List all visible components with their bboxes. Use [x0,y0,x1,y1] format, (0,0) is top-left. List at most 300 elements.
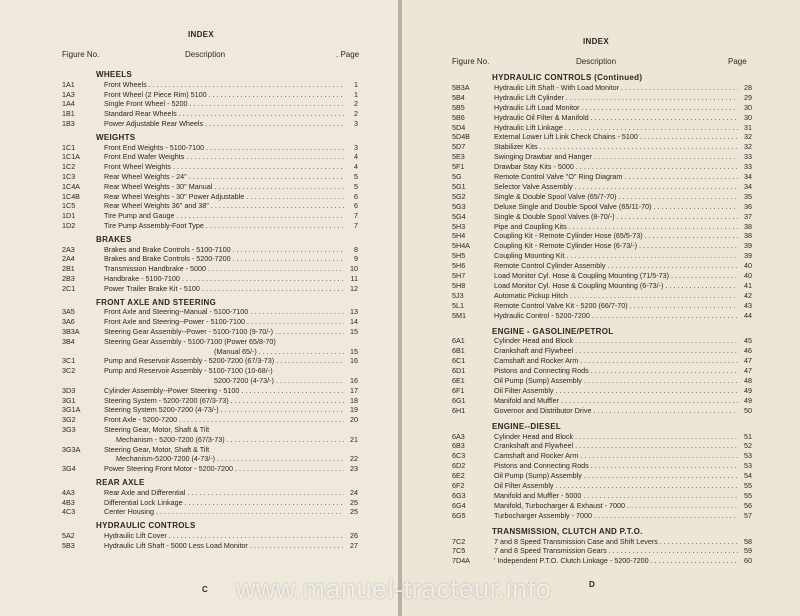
page-number: 30 [744,112,752,122]
index-row [62,143,358,153]
index-row [62,274,358,284]
index-row [452,461,752,471]
right-index-page [402,0,800,616]
entry-description: Front Axle and Steering--Manual - 5100-7100 . . . [104,307,344,317]
figure-number: 6H1 [452,405,466,415]
entry-description: Camshaft and Rocker Arm . . . [494,451,738,461]
page-number: 6 [354,191,358,201]
index-row [452,132,752,142]
figure-number: 6D2 [452,461,466,471]
entry-description: Pistons and Connecting Rods . . . [494,461,738,471]
index-row [452,556,752,566]
index-row [62,376,358,386]
figure-number: 6E1 [452,376,465,385]
index-row [452,396,752,406]
index-row [452,162,752,172]
index-row [62,80,358,90]
figure-number: 6B3 [452,441,465,451]
entry-description: Oil Filter Assembly . . . [494,481,738,491]
section-heading: WHEELS [96,70,133,79]
page-number: 55 [744,481,752,490]
entry-description: Hydraulic Lift Load Monitor . . . [494,103,738,113]
index-row [452,251,752,261]
index-row [452,271,752,281]
entry-description: Center Housing . . . [104,507,344,517]
index-row [452,546,752,556]
entry-description: Coupling Kit - Remote Cylinder Hose (6-73/-) . . . [494,241,738,251]
entry-description: Cylinder Head and Block . . . [494,336,738,346]
figure-number: 1A4 [62,99,75,109]
index-row [452,432,752,442]
entry-description: Stabilizer Kits . . . [494,142,738,152]
entry-description: Brakes and Brake Controls - 5200-7200 . . . [104,254,344,264]
page-number: 29 [744,92,752,102]
index-row [62,366,358,376]
entry-description: Steering Gear, Motor, Shaft & Tilt [104,444,210,454]
page-number: 40 [744,261,752,271]
figure-number: 5H3 [452,221,466,231]
entry-description: Mechanism-5200-7200 (4-73/-) . . . [104,454,344,464]
index-row [452,511,752,521]
index-row [62,90,358,100]
index-row [452,103,752,113]
figure-number: 3A6 [62,317,75,327]
page-number: 56 [744,500,752,510]
page-number: 18 [350,395,358,405]
index-row [62,498,358,508]
index-row [452,441,752,451]
figure-number: 5E3 [452,152,465,162]
page-number: 35 [744,191,752,201]
index-row [452,113,752,123]
figure-number: 1C4B [62,191,80,201]
page-number: 52 [744,441,752,451]
page-number: 5 [354,181,358,191]
entry-description: Steering Gear Assembly - 5100-7100 (Power 65/8-70) [104,336,276,346]
figure-number: 5B5 [452,102,465,112]
index-row [452,491,752,501]
page-number: 3 [354,119,358,128]
page-number [344,366,358,376]
index-row [452,281,752,291]
figure-number: 5G [452,172,462,181]
figure-number: 5B6 [452,112,465,122]
figure-number: 2B1 [62,264,75,274]
entry-description: Hydraulic Lift Shaft - With Load Monitor . . . [494,83,738,93]
page-number: 39 [744,241,752,251]
page-number: 28 [744,82,752,92]
index-row [452,142,752,152]
entry-description: Load Monitor Cyl. Hose & Coupling Mounting (6-73/-) . . . [494,281,738,291]
entry-description: (Manual 65/-) . . . [104,347,344,357]
entry-description: Coupling Kit - Remote Cylinder Hose (65/5-73) . . . [494,231,738,241]
page-number: 8 [354,244,358,254]
figure-number: 4B3 [62,497,75,507]
entry-description: Differential Lock Linkage . . . [104,498,344,508]
column-header-page: . Page [336,50,360,59]
entry-description: Hydraulic Lift Cylinder . . . [494,93,738,103]
page-number: 47 [744,356,752,366]
entry-description: Standard Rear Wheels . . . [104,109,344,119]
entry-description: Front Axle and Steering--Power - 5100-7100 . . . [104,317,344,327]
index-row [62,337,358,347]
entry-description: External Lower Lift Link Check Chains - 5100 . . . [494,132,738,142]
entry-description: Hydraulic Control - 5200-7200 . . . [494,311,738,321]
index-row [62,245,358,255]
figure-number: 3C2 [62,366,76,376]
page-number: 46 [744,346,752,356]
figure-number: 5G3 [452,201,466,211]
index-row [452,261,752,271]
index-row [62,445,358,455]
entry-description: Front End Wafer Weights . . . [104,152,344,162]
figure-number: 6B1 [452,346,465,356]
index-row [452,291,752,301]
page-number: 7 [354,211,358,221]
figure-number: 6G3 [452,490,466,500]
figure-number: 1B3 [62,119,75,128]
index-row [452,202,752,212]
index-row [62,152,358,162]
entry-description: 7 and 8 Speed Transmission Case and Shift Levers . . . [494,537,738,547]
page-number: 44 [744,310,752,320]
figure-number: 5J3 [452,290,464,300]
entry-description: Rear Wheel Weights - 30" Manual . . . [104,182,344,192]
page-number: 13 [350,307,358,317]
figure-number: 5D7 [452,142,466,152]
page-number: 48 [744,376,752,385]
index-row [62,356,358,366]
figure-number [62,347,104,357]
index-row [62,386,358,396]
index-row [62,347,358,357]
entry-description: Manifold and Muffler . . . [494,396,738,406]
entry-description: Deluxe Single and Double Spool Valve (65/11-70) . . . [494,202,738,212]
page-number: 30 [744,102,752,112]
index-row [62,284,358,294]
page-number: 33 [744,162,752,172]
entry-description: Pump and Reservoir Assembly - 5100-7100 (10-68/-) [104,366,273,376]
figure-number: 3G2 [62,415,76,425]
page-number: 25 [350,497,358,507]
index-row [452,241,752,251]
figure-number: 5L1 [452,300,464,310]
entry-description: Rear Wheel Weights - 30" Power Adjustable . . . [104,192,344,202]
figure-number: 1C2 [62,162,76,172]
page-number: 16 [350,376,358,385]
column-header-figure: Figure No. [452,57,490,66]
figure-number: 6F1 [452,385,465,395]
figure-number: 4A3 [62,487,75,497]
page-number: 38 [744,221,752,231]
entry-description: Hydraulic Oil Filter & Manifold . . . [494,113,738,123]
index-row [452,192,752,202]
entry-description: Front End Weights - 5100-7100 . . . [104,143,344,153]
index-row [452,93,752,103]
figure-number: 6C1 [452,356,466,366]
index-row [62,454,358,464]
index-row [452,481,752,491]
index-row [452,501,752,511]
column-header-page: Page [728,57,747,66]
page-number: 31 [744,122,752,132]
figure-number: 7C2 [452,536,466,546]
section-heading: BRAKES [96,234,132,244]
page-number: 47 [744,366,752,376]
figure-number: 5D4B [452,132,470,142]
page-number: 7 [354,221,358,230]
figure-number: 3G4 [62,464,76,474]
index-row [452,537,752,547]
page-number: 49 [744,385,752,395]
page-number [344,445,358,455]
index-row [62,415,358,425]
entry-description: 5200-7200 (4-73/-) . . . [104,376,344,386]
page-number: 21 [350,434,358,444]
page-number: 15 [350,327,358,336]
index-row [62,435,358,445]
entry-description: Cylinder Assembly--Power Steering - 5100 . . . [104,386,344,396]
entry-description: Pipe and Coupling Kits . . . [494,222,738,232]
figure-number: 5B4 [452,92,465,102]
column-header-description: Description [576,57,617,66]
page-number: 57 [744,510,752,520]
section-heading: WEIGHTS [96,132,136,142]
index-row [62,221,358,231]
page-number: 23 [350,464,358,474]
page-number: 2 [354,109,358,119]
index-row [452,123,752,133]
page-number: 3 [354,142,358,152]
page-number: 14 [350,317,358,327]
figure-number [62,454,104,464]
entry-description: Oil Filter Assembly . . . [494,386,738,396]
index-row [62,307,358,317]
entry-description: Single & Double Spool Valve (65/7-70) . . . [494,192,738,202]
page-letter: C [202,585,208,594]
page-number: 17 [350,385,358,395]
page-number: 37 [744,211,752,221]
entry-description: Automatic Pickup Hitch . . . [494,291,738,301]
index-row [62,317,358,327]
page-number: 2 [354,99,358,109]
index-row [62,162,358,172]
section-heading: ENGINE - GASOLINE/PETROL [492,326,614,336]
page-number: 24 [350,487,358,497]
figure-number: 5G2 [452,191,466,201]
figure-number: 6G4 [452,500,466,510]
figure-number: 3G1 [62,395,76,405]
entry-description: Front Wheel Weights . . . [104,162,344,172]
section-heading: REAR AXLE [96,478,145,487]
entry-description: Pistons and Connecting Rods . . . [494,366,738,376]
entry-description: Manifold and Muffler - 5000 . . . [494,491,738,501]
index-row [62,396,358,406]
entry-description: Drawbar Stay Kits - 5000 . . . [494,162,738,172]
entry-description: Power Trailer Brake Kit - 5100 . . . [104,284,344,294]
figure-number: 5H6 [452,261,466,271]
figure-number: 1C4A [62,181,80,191]
page-number: 6 [354,201,358,211]
index-row [452,451,752,461]
figure-number: 3G3 [62,425,76,434]
page-number: 12 [350,283,358,293]
index-row [452,471,752,481]
page-number [344,337,358,347]
index-row [452,366,752,376]
page-number: 4 [354,152,358,162]
entry-description: Rear Wheel Weights - 24" . . . [104,172,344,182]
figure-number: 1B1 [62,109,75,119]
index-row [62,211,358,221]
index-row [62,488,358,498]
index-row [62,172,358,182]
page-number: 41 [744,280,752,290]
page-number: 20 [350,415,358,425]
section-heading: FRONT AXLE AND STEERING [96,297,217,307]
page-number: 53 [744,461,752,471]
figure-number: 2B3 [62,274,75,283]
figure-number: 7D4A [452,556,470,566]
figure-number: 5B3 [62,540,75,550]
entry-description: Front Wheels . . . [104,80,344,90]
figure-number: 6C3 [452,451,466,461]
figure-number: 1A3 [62,89,75,99]
index-row [452,83,752,93]
page-number: 42 [744,290,752,300]
entry-description: Handbrake - 5100-7100 . . . [104,274,344,284]
figure-number [62,376,104,386]
figure-number: 6A1 [452,336,465,346]
entry-description: Oil Pump (Sump) Assembly . . . [494,471,738,481]
page-number: 1 [354,79,358,89]
page-number: 34 [744,181,752,191]
page-number: 1 [354,89,358,99]
entry-description: Transmission Handbrake - 5000 . . . [104,264,344,274]
figure-number: 5D4 [452,122,466,132]
page-number: 49 [744,395,752,405]
page-number: 58 [744,536,752,546]
entry-description: Tire Pump and Gauge . . . [104,211,344,221]
figure-number: 3A5 [62,307,75,317]
index-row [62,507,358,517]
index-title: INDEX [583,37,609,46]
index-row [62,254,358,264]
page-number: 10 [350,264,358,274]
page-number: 27 [350,540,358,550]
index-row [62,119,358,129]
page-number: 53 [744,451,752,461]
section-heading: HYDRAULIC CONTROLS [96,521,196,531]
entry-description: Steering Gear, Motor, Shaft & Tilt [104,425,210,434]
index-row [452,311,752,321]
index-row [452,356,752,366]
figure-number: 2A3 [62,244,75,254]
entry-description: Steering System - 5200-7200 (67/3-73) . . . [104,396,344,406]
index-row [62,531,358,541]
entry-description: Oil Pump (Sump) Assembly . . . [494,376,738,386]
page-number: 5 [354,172,358,181]
page-number [344,425,358,435]
watermark: www.manuel-tracteur.info [236,574,552,604]
index-row [62,464,358,474]
index-row [452,172,752,182]
entry-description: Governor and Distributor Drive . . . [494,406,738,416]
figure-number: 1A1 [62,79,75,89]
page-number: 33 [744,152,752,162]
page-number: 16 [350,356,358,366]
page-number: 34 [744,172,752,181]
entry-description: Crankshaft and Flywheel . . . [494,441,738,451]
page-number: 59 [744,546,752,556]
index-row [452,212,752,222]
figure-number: 5H4 [452,231,466,241]
index-row [62,182,358,192]
page-number: 60 [744,556,752,566]
index-title: INDEX [188,30,214,39]
index-row [62,327,358,337]
entry-description: Remote Control Cylinder Assembly . . . [494,261,738,271]
figure-number: 2C1 [62,283,76,293]
index-row [62,192,358,202]
column-header-figure: Figure No. [62,50,100,59]
entry-description: Remote Control Valve Kit - 5200 (66/7-70) . . . [494,301,738,311]
figure-number: 5M1 [452,310,466,320]
entry-description: Swinging Drawbar and Hanger . . . [494,152,738,162]
figure-number: 5F1 [452,162,465,172]
entry-description: Pump and Reservoir Assembly - 5200-7200 (67/3-73) . . . [104,356,344,366]
index-row [62,99,358,109]
index-row [62,425,358,435]
figure-number: 6F2 [452,481,465,490]
page-number: 38 [744,231,752,241]
figure-number: 5B3A [452,82,470,92]
entry-description: Selector Valve Assembly . . . [494,182,738,192]
entry-description: Coupling Mounting Kit . . . [494,251,738,261]
figure-number: 3B3A [62,327,80,336]
index-row [62,109,358,119]
figure-number: 1C3 [62,172,76,181]
page-number: 51 [744,431,752,441]
entry-description: Remote Control Valve "O" Ring Diagram . . . [494,172,738,182]
figure-number: 7C5 [452,546,466,556]
index-row [452,182,752,192]
entry-description: Crankshaft and Flywheel . . . [494,346,738,356]
page-number: 55 [744,490,752,500]
entry-description: Hydraulic Lift Linkage . . . [494,123,738,133]
entry-description: Steering System 5200-7200 (4-73/-) . . . [104,405,344,415]
index-row [452,231,752,241]
section-heading: TRANSMISSION, CLUTCH AND P.T.O. [492,526,643,536]
figure-number: 5H5 [452,251,466,261]
index-row [452,406,752,416]
page-number: 40 [744,271,752,280]
figure-number: 3C1 [62,356,76,366]
figure-number: 1C1 [62,142,76,152]
figure-number: 6E2 [452,471,465,481]
page-number: 11 [350,274,358,283]
page-number: 25 [350,507,358,517]
figure-number: 5G4 [452,211,466,221]
entry-description: Front Wheel (2 Piece Rim) 5100 . . . [104,90,344,100]
entry-description: Cylinder Head and Block . . . [494,432,738,442]
entry-description: Hydraulic Lift Cover . . . [104,531,344,541]
entry-description: Single Front Wheel - 5200 . . . [104,99,344,109]
page-number: 50 [744,405,752,415]
entry-description: Camshaft and Rocker Arm . . . [494,356,738,366]
index-row [452,346,752,356]
page-number: 15 [350,346,358,356]
